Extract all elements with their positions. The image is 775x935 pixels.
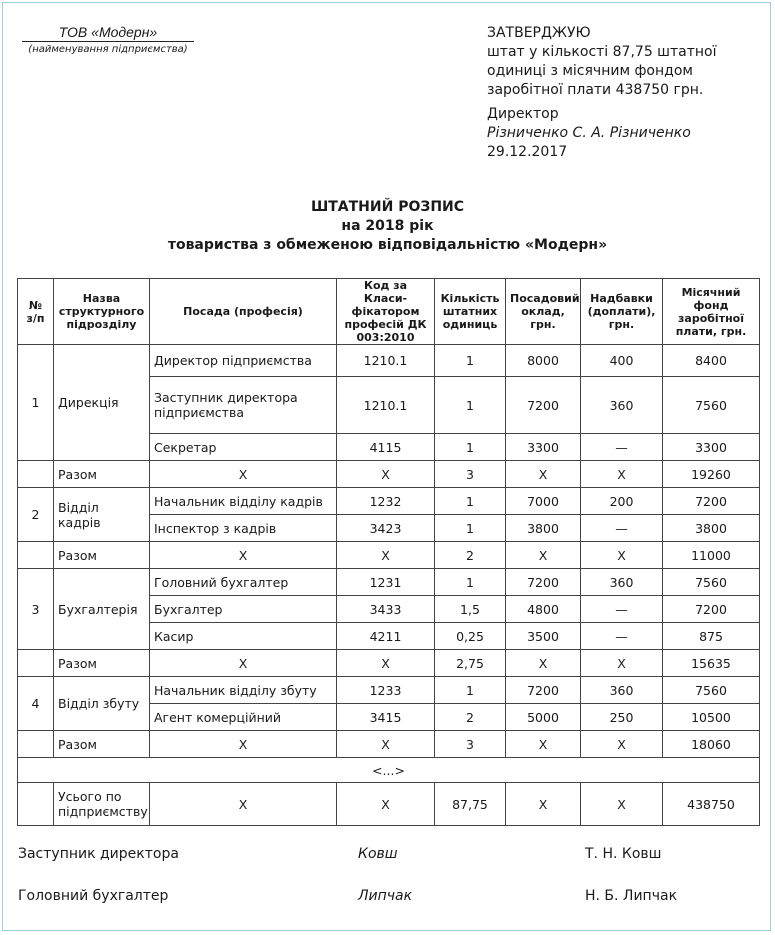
cell-code: Х xyxy=(337,542,435,569)
cell-position: Х xyxy=(150,783,337,826)
cell-bonus: — xyxy=(581,623,663,650)
table-row xyxy=(18,488,760,515)
cell-code: 4211 xyxy=(337,623,435,650)
cell-count: 1 xyxy=(435,488,506,515)
signature-row xyxy=(18,888,758,930)
subtotal-row xyxy=(18,461,760,488)
cell-code: 3423 xyxy=(337,515,435,542)
signer-signature: Ковш xyxy=(358,846,398,862)
title-line-1: ШТАТНИЙ РОЗПИС xyxy=(310,199,465,215)
cell-position: Х xyxy=(150,650,337,677)
cell-salary: 3800 xyxy=(506,515,581,542)
cell-salary: 7200 xyxy=(506,569,581,596)
group-unit: Відділ кадрів xyxy=(54,488,150,542)
cell-bonus: Х xyxy=(581,731,663,758)
cell-fund: 10500 xyxy=(663,704,760,731)
organization-name: ТОВ «Модерн» xyxy=(22,24,194,42)
subtotal-row xyxy=(18,542,760,569)
cell-salary: Х xyxy=(506,731,581,758)
table-row xyxy=(18,569,760,596)
cell-code: 3433 xyxy=(337,596,435,623)
header-num: № з/п xyxy=(18,279,54,345)
cell-bonus: 360 xyxy=(581,377,663,434)
staffing-table xyxy=(17,278,760,826)
cell-position: Бухгалтер xyxy=(150,596,337,623)
cell-code: Х xyxy=(337,783,435,826)
cell-salary: 4800 xyxy=(506,596,581,623)
approval-line-3: заробітної плати 438750 грн. xyxy=(487,82,704,98)
cell-count: 1 xyxy=(435,434,506,461)
subtotal-row xyxy=(18,650,760,677)
cell-bonus: 250 xyxy=(581,704,663,731)
cell-count: 87,75 xyxy=(435,783,506,826)
group-num: 4 xyxy=(18,677,54,731)
cell-fund: 7560 xyxy=(663,569,760,596)
header-unit: Назва структурного підрозділу xyxy=(54,279,150,345)
cell-salary: 3300 xyxy=(506,434,581,461)
cell-count: 1 xyxy=(435,515,506,542)
signer-position: Заступник директора xyxy=(18,846,179,862)
group-num: 1 xyxy=(18,345,54,461)
cell-code: 3415 xyxy=(337,704,435,731)
cell-position: Інспектор з кадрів xyxy=(150,515,337,542)
cell-position: Головний бухгалтер xyxy=(150,569,337,596)
cell-code: 1210.1 xyxy=(337,377,435,434)
cell-salary: 8000 xyxy=(506,345,581,377)
subtotal-label: Разом xyxy=(54,461,150,488)
cell-salary: 7000 xyxy=(506,488,581,515)
grand-total-label: Усього по підприємству xyxy=(54,783,150,826)
cell-count: 1 xyxy=(435,569,506,596)
header-count: Кількість штатних одиниць xyxy=(435,279,506,345)
cell-bonus: Х xyxy=(581,461,663,488)
cell-code: Х xyxy=(337,650,435,677)
cell-bonus: Х xyxy=(581,783,663,826)
subtotal-label: Разом xyxy=(54,542,150,569)
cell-bonus: — xyxy=(581,515,663,542)
signer-position: Головний бухгалтер xyxy=(18,888,169,904)
cell-fund: 7200 xyxy=(663,596,760,623)
approval-heading: ЗАТВЕРДЖУЮ xyxy=(487,25,591,41)
cell-count: 0,25 xyxy=(435,623,506,650)
cell-count: 2 xyxy=(435,542,506,569)
cell-position: Касир xyxy=(150,623,337,650)
table-row xyxy=(18,345,760,377)
cell-bonus: — xyxy=(581,596,663,623)
group-num: 3 xyxy=(18,569,54,650)
cell-position: Х xyxy=(150,731,337,758)
cell-fund: 7560 xyxy=(663,377,760,434)
cell-count: 3 xyxy=(435,461,506,488)
group-unit: Відділ збуту xyxy=(54,677,150,731)
cell-code: Х xyxy=(337,461,435,488)
cell-fund: 15635 xyxy=(663,650,760,677)
cell-position: Начальник відділу збуту xyxy=(150,677,337,704)
subtotal-label: Разом xyxy=(54,650,150,677)
table-header-row xyxy=(18,279,760,345)
cell-position: Секретар xyxy=(150,434,337,461)
cell-count: 2,75 xyxy=(435,650,506,677)
approval-date: 29.12.2017 xyxy=(487,144,568,160)
cell-fund: 7560 xyxy=(663,677,760,704)
cell-bonus: — xyxy=(581,434,663,461)
signatures-block xyxy=(18,846,758,930)
header-code: Код за Класи- фікатором професій ДК 003:2010 xyxy=(337,279,435,345)
cell-fund: 18060 xyxy=(663,731,760,758)
cell-code: 1233 xyxy=(337,677,435,704)
grand-total-row xyxy=(18,783,760,826)
cell-salary: Х xyxy=(506,650,581,677)
title-line-3: товариства з обмеженою відповідальністю «Модерн» xyxy=(167,237,608,253)
cell-code: 1232 xyxy=(337,488,435,515)
approval-line-2: одиниці з місячним фондом xyxy=(487,63,693,79)
cell-position: Агент комерційний xyxy=(150,704,337,731)
group-num: 2 xyxy=(18,488,54,542)
cell-code: 4115 xyxy=(337,434,435,461)
approval-signature: Різниченко С. А. Різниченко xyxy=(487,125,691,141)
cell-position: Заступник директора підприємства xyxy=(150,377,337,434)
group-unit: Бухгалтерія xyxy=(54,569,150,650)
cell-salary: 3500 xyxy=(506,623,581,650)
cell-count: 1 xyxy=(435,677,506,704)
approval-position: Директор xyxy=(487,106,559,122)
cell-fund: 875 xyxy=(663,623,760,650)
cell-bonus: Х xyxy=(581,542,663,569)
ellipsis-cell: <...> xyxy=(18,758,760,783)
cell-position: Х xyxy=(150,461,337,488)
cell-count: 2 xyxy=(435,704,506,731)
header-position: Посада (професія) xyxy=(150,279,337,345)
organization-block xyxy=(22,24,194,55)
cell-code: Х xyxy=(337,731,435,758)
cell-position: Директор підприємства xyxy=(150,345,337,377)
cell-salary: 7200 xyxy=(506,677,581,704)
cell-fund: 19260 xyxy=(663,461,760,488)
group-unit: Дирекція xyxy=(54,345,150,461)
cell-count: 1 xyxy=(435,345,506,377)
ellipsis-row xyxy=(18,758,760,783)
title-line-2: на 2018 рік xyxy=(341,218,434,234)
cell-salary: 7200 xyxy=(506,377,581,434)
cell-fund: 8400 xyxy=(663,345,760,377)
cell-count: 3 xyxy=(435,731,506,758)
table-row xyxy=(18,677,760,704)
cell-count: 1 xyxy=(435,377,506,434)
approval-block xyxy=(487,24,767,162)
subtotal-row xyxy=(18,731,760,758)
signer-name: Т. Н. Ковш xyxy=(585,846,662,862)
cell-bonus: 400 xyxy=(581,345,663,377)
cell-code: 1210.1 xyxy=(337,345,435,377)
cell-fund: 3300 xyxy=(663,434,760,461)
cell-fund: 438750 xyxy=(663,783,760,826)
organization-caption: (найменування підприємства) xyxy=(28,44,188,55)
cell-fund: 3800 xyxy=(663,515,760,542)
cell-salary: 5000 xyxy=(506,704,581,731)
cell-salary: Х xyxy=(506,542,581,569)
signer-signature: Липчак xyxy=(358,888,413,904)
cell-salary: Х xyxy=(506,461,581,488)
cell-bonus: 200 xyxy=(581,488,663,515)
subtotal-label: Разом xyxy=(54,731,150,758)
header-bonus: Надбавки (доплати), грн. xyxy=(581,279,663,345)
cell-salary: Х xyxy=(506,783,581,826)
signer-name: Н. Б. Липчак xyxy=(585,888,678,904)
cell-position: Х xyxy=(150,542,337,569)
document-title xyxy=(0,198,775,255)
approval-line-1: штат у кількості 87,75 штатної xyxy=(487,44,717,60)
cell-fund: 7200 xyxy=(663,488,760,515)
cell-bonus: 360 xyxy=(581,677,663,704)
cell-fund: 11000 xyxy=(663,542,760,569)
signature-row xyxy=(18,846,758,888)
cell-count: 1,5 xyxy=(435,596,506,623)
header-salary: Посадовий оклад, грн. xyxy=(506,279,581,345)
header-fund: Місячний фонд заробітної плати, грн. xyxy=(663,279,760,345)
cell-bonus: 360 xyxy=(581,569,663,596)
cell-code: 1231 xyxy=(337,569,435,596)
cell-position: Начальник відділу кадрів xyxy=(150,488,337,515)
cell-bonus: Х xyxy=(581,650,663,677)
